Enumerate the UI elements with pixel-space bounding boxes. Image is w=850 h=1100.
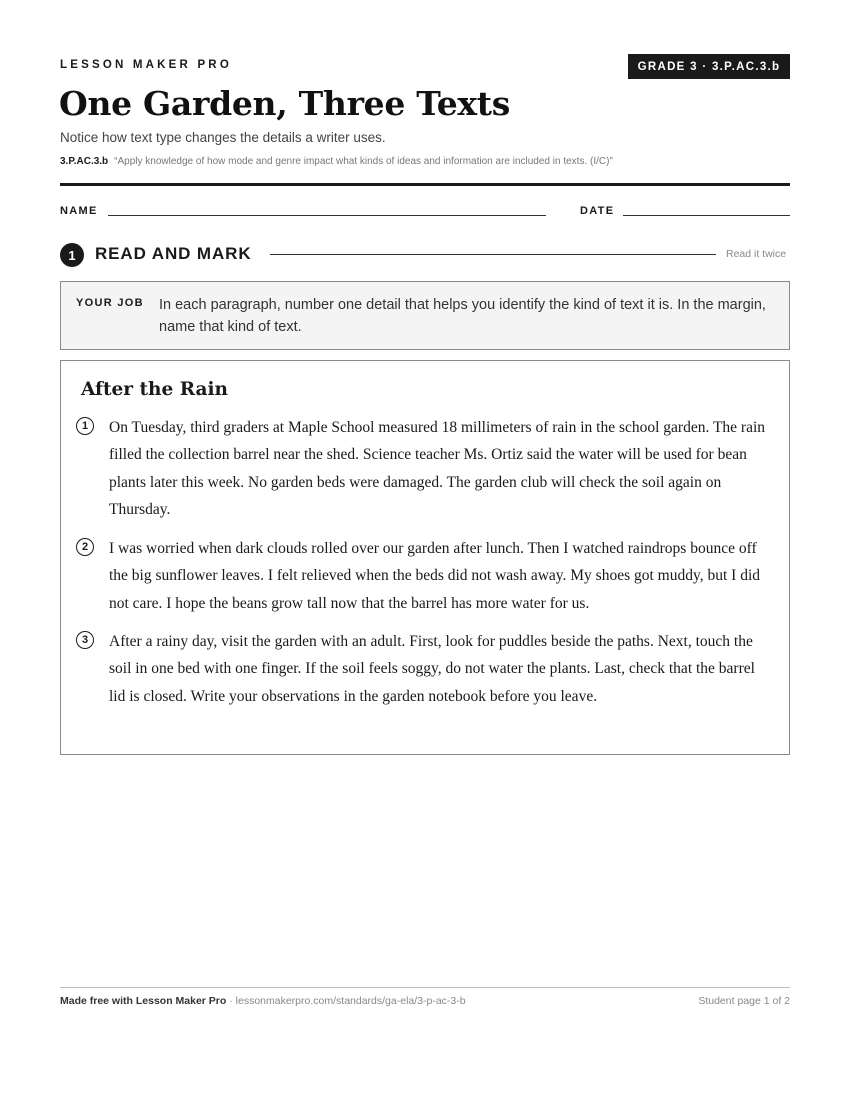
footer-url[interactable]: lessonmakerpro.com/standards/ga-ela/3-p-ac-3-b [235, 995, 466, 1007]
footer-page-number: Student page 1 of 2 [698, 995, 790, 1007]
brand-name: LESSON MAKER PRO [60, 59, 232, 71]
paragraph-number-1: 1 [76, 417, 94, 435]
page-title: One Garden, Three Texts [59, 84, 510, 123]
page-subtitle: Notice how text type changes the details a writer uses. [60, 130, 386, 145]
paragraph-2: I was worried when dark clouds rolled over our garden after lunch. Then I watched raindrops bounce off the big sunflower leaves. I felt relieved when the beds did not wash away. My shoes got muddy, but I did not care. I hope the beans grow tall now that the barrel has more water for us. [109, 540, 760, 612]
footer-credit: Made free with Lesson Maker Pro · lessonmakerpro.com/standards/ga-ela/3-p-ac-3-b [60, 995, 466, 1007]
grade-badge: GRADE 3 · 3.P.AC.3.b [628, 54, 790, 79]
standard-text: “Apply knowledge of how mode and genre impact what kinds of ideas and information are included in texts. (I/C)” [114, 156, 613, 167]
instructions-label: YOUR JOB [76, 297, 144, 309]
paragraph-1: On Tuesday, third graders at Maple School measured 18 millimeters of rain in the school garden. The rain filled the collection barrel near the shed. Science teacher Ms. Ortiz said the water will be used for bean plants later this week. No garden beds were damaged. The garden club will check the soil again on Thursday. [109, 419, 766, 518]
name-field-line[interactable] [108, 215, 546, 216]
section-divider [270, 254, 716, 255]
footer-made-with: Made free with Lesson Maker Pro [60, 995, 227, 1007]
standard-line [60, 156, 613, 167]
section-title: READ AND MARK [95, 244, 252, 263]
passage-title: After the Rain [81, 379, 228, 400]
date-field-line[interactable] [623, 215, 790, 216]
date-label: DATE [580, 205, 615, 217]
name-label: NAME [60, 205, 98, 217]
paragraph-3: After a rainy day, visit the garden with an adult. First, look for puddles beside the paths. Next, touch the soil in one bed with one finger. If the soil feels soggy, do not water the plants. Last, check that the barrel lid is closed. Write your observations in the garden notebook before you leave. [109, 633, 755, 705]
section-note: Read it twice [726, 248, 787, 260]
step-number-badge: 1 [60, 243, 84, 267]
instructions-box [60, 281, 790, 350]
standard-code: 3.P.AC.3.b [60, 156, 109, 167]
footer-divider [60, 987, 790, 988]
paragraph-number-2: 2 [76, 538, 94, 556]
reading-passage [60, 360, 790, 755]
paragraph-number-3: 3 [76, 631, 94, 649]
header-divider [60, 183, 790, 186]
instructions-text: In each paragraph, number one detail that helps you identify the kind of text it is. In the margin, name that kind of text. [159, 297, 766, 335]
